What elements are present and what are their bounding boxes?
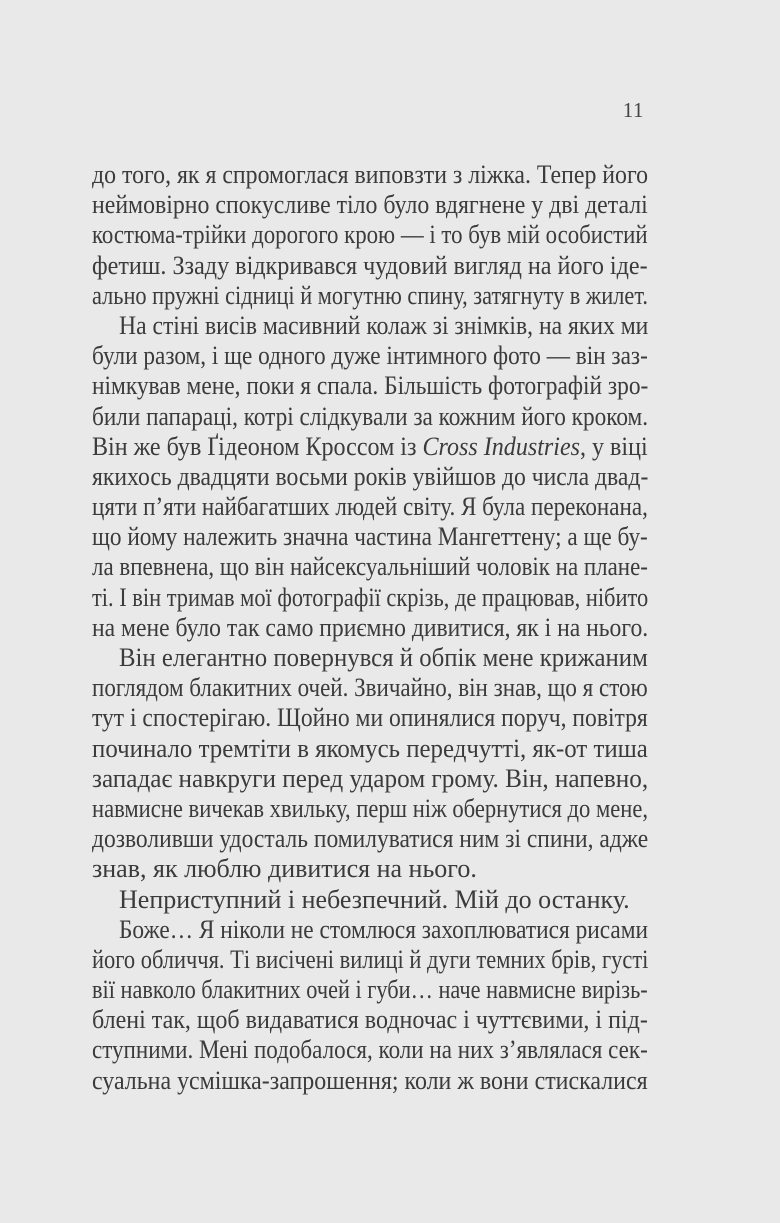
text-line: цяти п’яти найбагатших людей світу. Я була переконана,: [92, 492, 648, 522]
text-line: поглядом блакитних очей. Звичайно, він знав, що я стою: [92, 673, 648, 703]
text-line: неймовірно спокусливе тіло було вдягнене у дві деталі: [92, 190, 648, 220]
text-line: починало тремтіти в якомусь передчутті, як-от тиша: [92, 733, 648, 763]
text-line: фетиш. Ззаду відкривався чудовий вигляд на його іде-: [92, 250, 648, 280]
text-line: до того, як я спромоглася виповзти з ліжка. Тепер його: [92, 160, 649, 189]
text-line: що йому належить значна частина Мангеттену; а ще бу-: [92, 522, 648, 552]
text-line: вії навколо блакитних очей і губи… наче навмисне вирізь-: [92, 975, 648, 1005]
text-line: западає навкруги перед ударом грому. Він, напевно,: [92, 763, 649, 793]
text-line: ально пружні сідниці й могутню спину, затягнуту в жилет.: [92, 280, 649, 310]
text-line: на мене було так само приємно дивитися, як і на нього.: [92, 612, 649, 642]
text-line: німкував мене, поки я спала. Більшість фотографій зро-: [92, 371, 649, 401]
text-line: Неприступний і небезпечний. Мій до останку.: [119, 884, 630, 914]
text-line: ті. І він тримав мої фотографії скрізь, де працював, нібито: [92, 582, 649, 612]
text-line: ступними. Мені подобалося, коли на них з’являлася сек-: [92, 1035, 648, 1065]
page-number: 11: [622, 98, 644, 122]
text-line: знав, як люблю дивитися на нього.: [92, 854, 477, 884]
text-line: якихось двадцяти восьми років увійшов до числа двад-: [92, 461, 649, 491]
page-text-block: [92, 160, 648, 1096]
text-line: блені так, щоб видаватися водночас і чуттєвими, і під-: [92, 1005, 648, 1035]
paragraph: [92, 885, 648, 915]
text-line: були разом, і ще одного дуже інтимного фото — він заз-: [92, 341, 648, 371]
text-line: ла впевнена, що він найсексуальніший чоловік на плане-: [92, 552, 648, 582]
text-line: навмисне вичекав хвильку, перш ніж обернутися до мене,: [92, 793, 649, 823]
text-line: тут і спостерігаю. Щойно ми опинялися поруч, повітря: [92, 703, 648, 733]
paragraph: [92, 643, 648, 885]
text-line: На стіні висів масивний колаж зі знімків, на яких ми: [119, 310, 649, 340]
text-line: дозволивши удосталь помилуватися ним зі спини, адже: [92, 824, 649, 854]
text-line: костюма-трійки дорогого крою — і то був мій особистий: [92, 220, 648, 250]
paragraph: [92, 915, 648, 1096]
text-line: Боже… Я ніколи не стомлюся захоплюватися рисами: [119, 914, 649, 944]
text-line: його обличчя. Ті висічені вилиці й дуги темних брів, густі: [92, 944, 649, 974]
paragraph: [92, 160, 648, 311]
text-line: били папараці, котрі слідкували за кожним його кроком.: [92, 401, 649, 431]
paragraph: [92, 311, 648, 643]
text-line: суальна усмішка-запрошення; коли ж вони стискалися: [92, 1065, 648, 1095]
text-line: Він же був Ґідеоном Кроссом із Cross Industries, у віці: [92, 431, 648, 461]
text-line: Він елегантно повернувся й обпік мене крижаним: [119, 643, 648, 672]
